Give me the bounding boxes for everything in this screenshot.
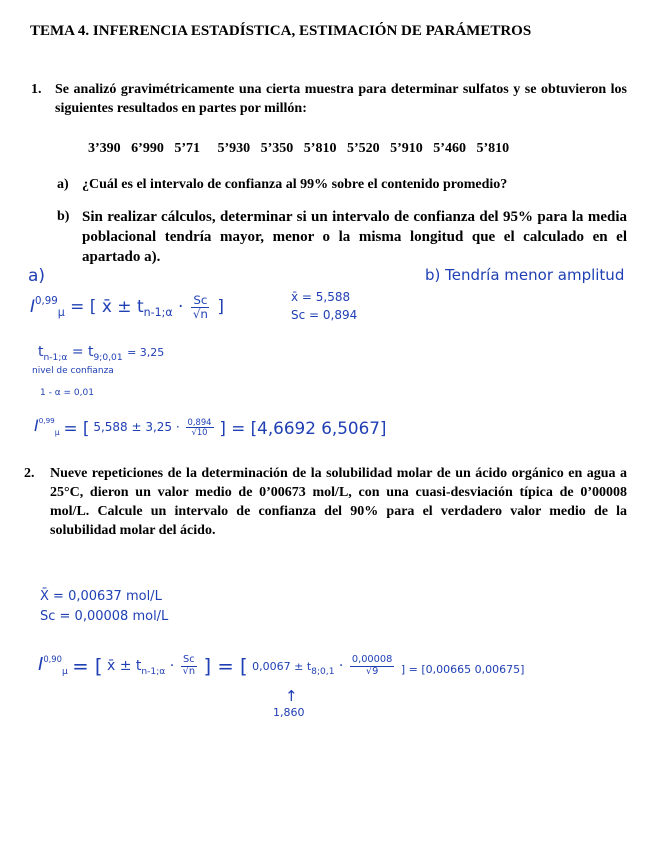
up-arrow-icon: ↑ xyxy=(285,687,298,705)
question-b-text: Sin realizar cálculos, determinar si un intervalo de confianza del 95% para la media poblacional tendría mayor, menor o la misma longitud que el calculado en el apartado a). xyxy=(82,209,627,265)
handwritten-alpha-note: 1 - α = 0,01 xyxy=(40,388,94,398)
formula-open: = [ xyxy=(70,297,97,317)
p2-mu: μ xyxy=(61,667,68,677)
handwritten-t-value: 1,860 xyxy=(273,706,305,719)
interval-symbol: I xyxy=(30,297,36,317)
interval-confidence: 0,99 xyxy=(35,296,58,307)
formula-numerator: Sc xyxy=(193,293,208,307)
handwritten-conf-note: nivel de confianza xyxy=(32,366,114,376)
interval-mu: μ xyxy=(57,306,65,319)
p2-t-sub-2: 8;0,1 xyxy=(311,667,335,677)
handwritten-interval-formula: I$^{0,99}_\mu$ = [ x̄ ± $t_{n-1;\alpha}$ · $\frac{Sc}{√n}$ ] xyxy=(30,293,225,321)
p2-open: = [ xyxy=(72,655,103,678)
p2-interval-symbol: I xyxy=(38,654,44,675)
result-confidence: 0,99 xyxy=(38,416,55,425)
p2-t-sub: n-1;α xyxy=(141,667,166,677)
p2-close-2: ] = [0,00665 0,00675] xyxy=(400,663,525,676)
p2-denominator-2: √9 xyxy=(365,665,379,677)
problem-1-statement: Se analizó gravimétricamente una cierta muestra para determinar sulfatos y se obtuvieron los siguientes resultados en partes por millón: xyxy=(55,82,627,116)
result-fraction xyxy=(186,418,214,437)
question-a-label: a) xyxy=(57,177,69,192)
handwritten-p2-xbar: X̄ = 0,00637 mol/L xyxy=(40,589,162,604)
problem-2-statement: Nueve repeticiones de la determinación de la solubilidad molar de un ácido orgánico en agua a 25°C, dieron un valor medio de 0’00673 mol/L, con una cuasi-desviación típica de 0’00008 mol/L. Calcule un intervalo de confianza del 90% para el verdadero valor medio de la solubilidad molar del ácido. xyxy=(50,466,627,538)
page-title: TEMA 4. INFERENCIA ESTADÍSTICA, ESTIMACIÓN DE PARÁMETROS xyxy=(30,23,532,39)
problem-1-number: 1. xyxy=(31,82,42,97)
handwritten-a-label: a) xyxy=(28,266,46,286)
formula-fraction xyxy=(191,294,210,320)
t-lhs-sub: n-1;α xyxy=(43,353,68,363)
problem-2-number: 2. xyxy=(24,466,35,481)
question-a-text: ¿Cuál es el intervalo de confianza al 99% sobre el contenido promedio? xyxy=(82,177,508,192)
question-b-label: b) xyxy=(57,209,70,224)
p2-numerator-2: 0,00008 xyxy=(351,654,393,666)
p2-denominator-1: √n xyxy=(182,665,196,677)
handwritten-b-answer: b) Tendría menor amplitud xyxy=(425,266,625,284)
result-expression: 5,588 ± 3,25 · xyxy=(93,420,180,434)
handwritten-xbar: x̄ = 5,588 xyxy=(291,290,351,304)
p2-fraction-1 xyxy=(181,655,197,677)
result-open: = [ xyxy=(63,418,90,438)
p2-mean-value: 0,0067 ± t xyxy=(252,660,312,673)
formula-close: ] xyxy=(217,297,225,317)
result-numerator: 0,894 xyxy=(187,417,212,428)
p2-confidence: 0,90 xyxy=(43,654,62,664)
formula-t-sub: n-1;α xyxy=(143,306,173,319)
handwritten-result-line xyxy=(34,416,386,438)
handwritten-p2-formula: I$^{0,90}_\mu$ = [ x̄ ± $t_{n-1;\alpha}$ · $\frac{Sc}{√n}$ ] = [ $0,0067 \pm t_{8;0,1}$ · $\frac{0,00008}{√9}$ $_{] = [0,00665 0,00675]}$ xyxy=(38,654,525,678)
formula-denominator: √n xyxy=(192,306,208,321)
result-interval-symbol: I xyxy=(34,416,39,435)
handwritten-sc: Sc = 0,894 xyxy=(291,308,358,322)
handwritten-t-line xyxy=(38,344,164,363)
p2-close-1: ] = [ xyxy=(203,655,248,678)
p2-xbar-t: x̄ ± t xyxy=(106,658,142,674)
result-close: ] = [4,6692 6,5067] xyxy=(219,418,387,438)
t-mid: = t xyxy=(71,344,94,360)
result-mu: μ xyxy=(54,428,60,437)
p2-fraction-2 xyxy=(350,655,395,677)
p2-numerator-1: Sc xyxy=(183,654,195,666)
formula-xbar-t: x̄ ± t xyxy=(101,297,144,317)
handwritten-p2-sc: Sc = 0,00008 mol/L xyxy=(40,609,169,624)
t-mid-sub: 9;0,01 xyxy=(93,353,123,363)
problem-1-data-values: 3’390 6’990 5’71 5’930 5’350 5’810 5’520 5’910 5’460 5’810 xyxy=(88,141,510,156)
t-rhs: = 3,25 xyxy=(127,346,165,359)
t-lhs: t xyxy=(38,344,44,360)
result-denominator: √10 xyxy=(191,427,208,437)
